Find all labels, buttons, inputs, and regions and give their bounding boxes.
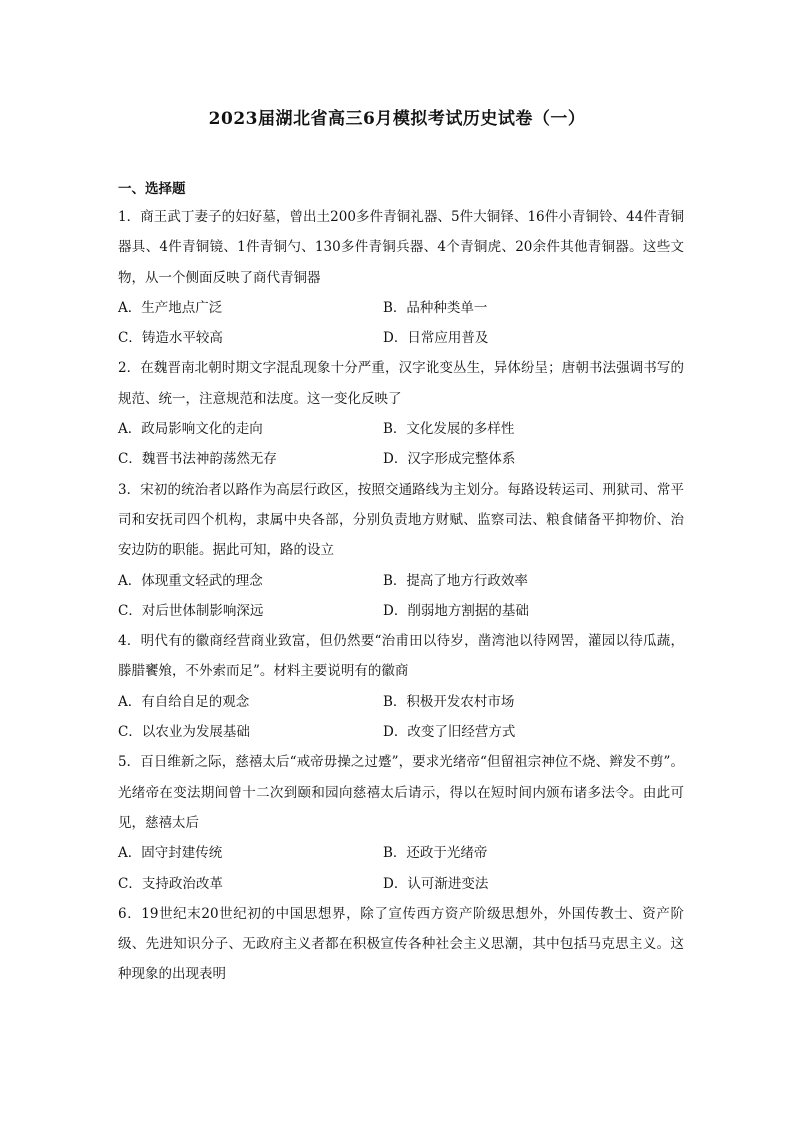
option-row bbox=[118, 323, 684, 353]
option-b: B．积极开发农村市场 bbox=[383, 693, 515, 710]
section-heading: 一、选择题 bbox=[118, 181, 186, 197]
question-4 bbox=[118, 626, 684, 747]
option-row bbox=[118, 444, 684, 474]
option-c: C．对后世体制影响深远 bbox=[118, 602, 264, 619]
question-stem: 3．宋初的统治者以路作为高层行政区，按照交通路线为主划分。每路设转运司、刑狱司、常平司和安抚司四个机构，隶属中央各部，分别负责地方财赋、监察司法、粮食储备平抑物价、治安边防的职能。据此可知，路的设立 bbox=[118, 481, 684, 559]
option-a: A．有自给自足的观念 bbox=[118, 693, 250, 710]
option-b: B．提高了地方行政效率 bbox=[383, 572, 528, 589]
question-3 bbox=[118, 475, 684, 626]
question-6 bbox=[118, 899, 684, 990]
option-c: C．铸造水平较高 bbox=[118, 330, 223, 347]
option-d: D．日常应用普及 bbox=[383, 330, 489, 347]
option-b: B．文化发展的多样性 bbox=[383, 421, 515, 438]
question-list bbox=[118, 202, 684, 990]
option-a: A．生产地点广泛 bbox=[118, 299, 223, 316]
option-row bbox=[118, 596, 684, 626]
option-c: C．以农业为发展基础 bbox=[118, 724, 250, 741]
option-c: C．魏晋书法神韵荡然无存 bbox=[118, 451, 277, 468]
option-d: D．汉字形成完整体系 bbox=[383, 451, 516, 468]
option-row bbox=[118, 838, 684, 868]
page-title: 2023届湖北省高三6月模拟考试历史试卷（一） bbox=[208, 109, 586, 129]
option-b: B．品种种类单一 bbox=[383, 299, 488, 316]
question-stem: 4．明代有的徽商经营商业致富，但仍然要“治甫田以待岁，凿湾池以待网罟，灌园以待瓜蔬，滕腊饔飧，不外索而足”。材料主要说明有的徽商 bbox=[118, 633, 684, 680]
option-row bbox=[118, 717, 684, 747]
option-d: D．改变了旧经营方式 bbox=[383, 724, 516, 741]
option-a: A．固守封建传统 bbox=[118, 845, 223, 862]
question-stem: 2．在魏晋南北朝时期文字混乱现象十分严重，汉字讹变丛生，异体纷呈；唐朝书法强调书写的规范、统一，注意规范和法度。这一变化反映了 bbox=[118, 360, 684, 407]
option-a: A．政局影响文化的走向 bbox=[118, 421, 263, 438]
option-row bbox=[118, 869, 684, 899]
question-1 bbox=[118, 202, 684, 353]
option-c: C．支持政治改革 bbox=[118, 875, 223, 892]
option-row bbox=[118, 414, 684, 444]
question-stem: 6．19世纪末20世纪初的中国思想界，除了宣传西方资产阶级思想外，外国传教士、资产阶级、先进知识分子、无政府主义者都在积极宣传各种社会主义思潮，其中包括马克思主义。这种现象的出现表明 bbox=[118, 905, 684, 983]
question-2 bbox=[118, 353, 684, 474]
question-stem: 5．百日维新之际，慈禧太后“戒帝毋操之过蹙”，要求光绪帝“但留祖宗神位不烧、辫发不剪”。光绪帝在变法期间曾十二次到颐和园向慈禧太后请示，得以在短时间内颁布诸多法令。由此可见，慈禧太后 bbox=[118, 754, 684, 831]
option-row bbox=[118, 566, 684, 596]
option-row bbox=[118, 687, 684, 717]
option-row bbox=[118, 293, 684, 323]
option-d: D．认可渐进变法 bbox=[383, 875, 489, 892]
option-d: D．削弱地方割据的基础 bbox=[383, 602, 529, 619]
question-stem: 1．商王武丁妻子的妇好墓，曾出土200多件青铜礼器、5件大铜铎、16件小青铜铃、44件青铜器具、4件青铜镜、1件青铜勺、130多件青铜兵器、4个青铜虎、20余件其他青铜器。这些文物，从一个侧面反映了商代青铜器 bbox=[118, 209, 684, 286]
option-b: B．还政于光绪帝 bbox=[383, 845, 488, 862]
question-5 bbox=[118, 747, 684, 898]
option-a: A．体现重文轻武的理念 bbox=[118, 572, 263, 589]
